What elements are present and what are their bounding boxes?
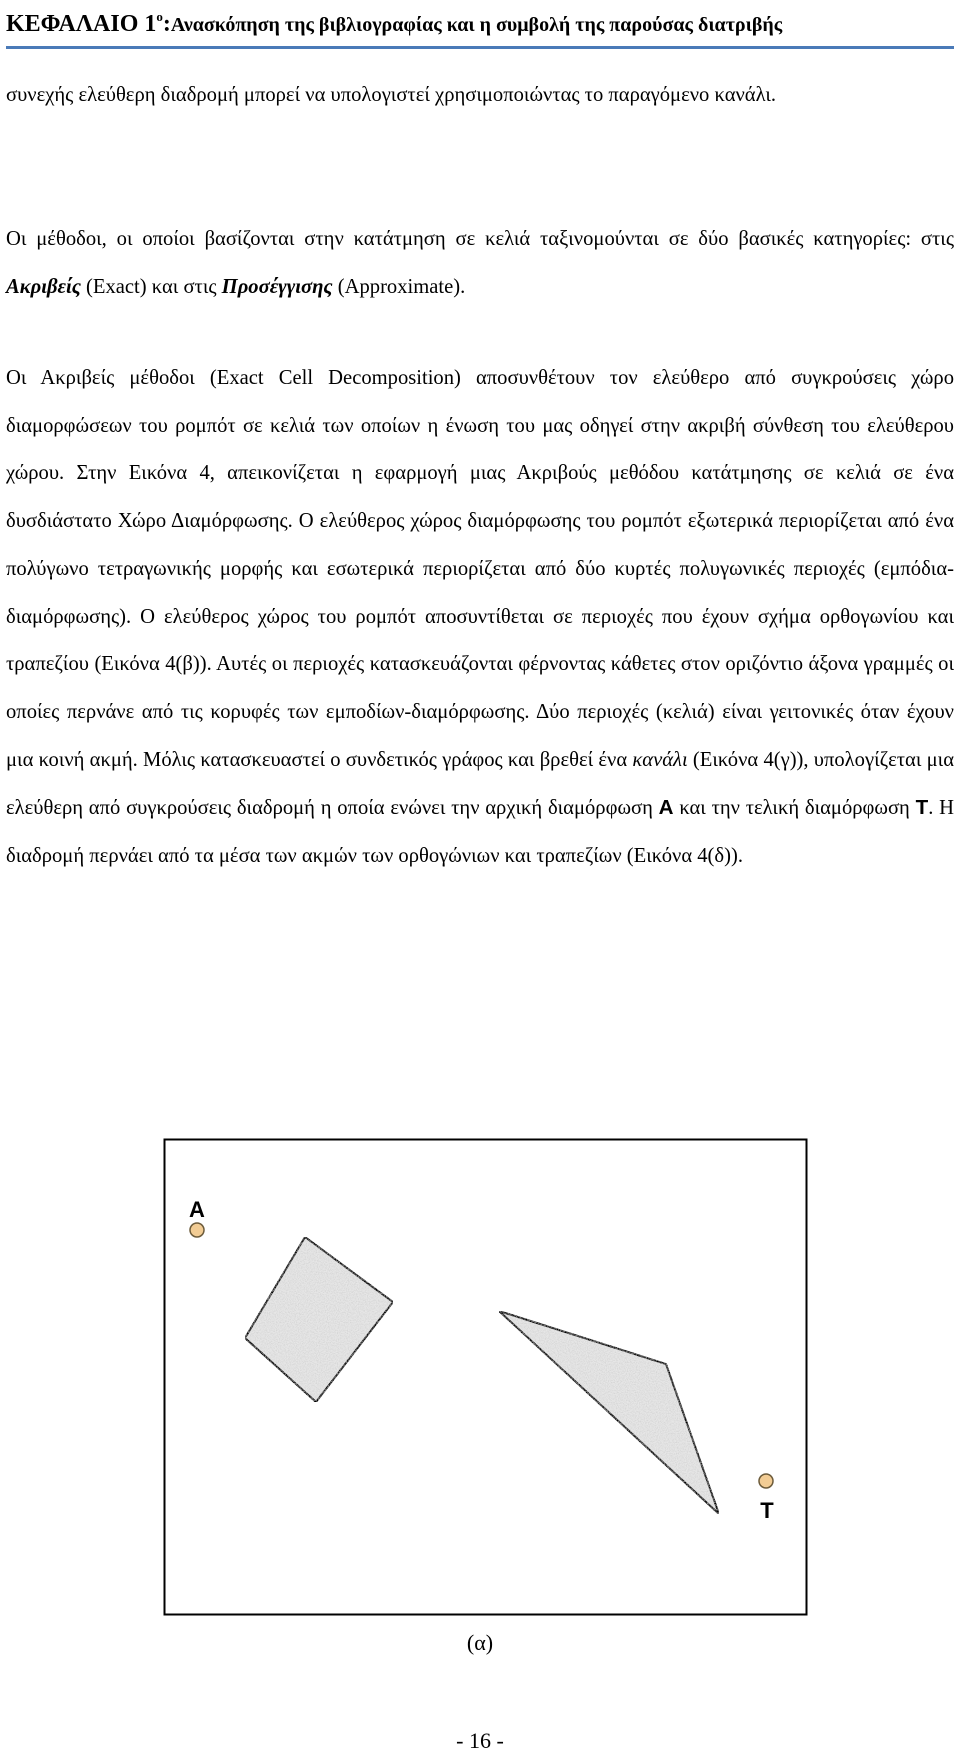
header-rule bbox=[6, 46, 954, 49]
goal-point-label: T bbox=[760, 1498, 774, 1523]
paragraph-3-text-a: Οι Ακριβείς μέθοδοι (Exact Cell Decomposition) αποσυνθέτουν τον ελεύθερο από συγκρούσεις χώρο διαμορφώσεων του ρομπότ σε κελιά των οποίων η ένωση του μας οδηγεί στην ακριβή σύνθεση του ελεύθερου χώρου. Στην Εικόνα 4, απεικονίζεται η εφαρμογή μιας Ακριβούς μεθόδου κατάτμησης σε κελιά σε ένα δυσδιάστατο Χώρο Διαμόρφωσης. Ο ελεύθερος χώρος διαμόρφωσης του ρομπότ εξωτερικά περιορίζεται από ένα πολύγωνο τετραγωνικής μορφής και εσωτερικά περιορίζεται από δύο κυρτές πολυγωνικές περιοχές (εμπόδια-διαμόρφωσης). Ο ελεύθερος χώρος του ρομπότ αποσυντίθεται σε περιοχές που έχουν σχήμα ορθογωνίου και τραπεζίου (Εικόνα 4(β)). Αυτές οι περιοχές κατασκευάζονται φέρνοντας κάθετες στον οριζόντιο άξονα γραμμές οι οποίες περνάνε από τις κορυφές των εμποδίων-διαμόρφωσης. Δύο περιοχές (κελιά) είναι γειτονικές όταν έχουν μια κοινή ακμή. Μόλις κατασκευαστεί ο συνδετικός γράφος και βρεθεί ένα bbox=[6, 367, 954, 771]
chapter-superscript: ο bbox=[156, 9, 163, 24]
paragraph-2-text-b: (Exact) και στις bbox=[80, 275, 222, 298]
paragraph-3-text-d: . Η διαδρομή περνάει από τα μέσα των ακμών των ορθογώνιων και τραπεζίων (Εικόνα 4(δ)). bbox=[6, 797, 954, 868]
start-config-label: A bbox=[658, 796, 674, 820]
configuration-space-figure bbox=[163, 1138, 808, 1616]
page-number: - 16 - bbox=[456, 1728, 504, 1753]
paragraph-2 bbox=[6, 216, 954, 311]
paragraph-2-text-a: Οι μέθοδοι, οι οποίοι βασίζονται στην κατάτμηση σε κελιά ταξινομούνται σε δύο βασικές κατηγορίες: στις bbox=[6, 228, 954, 250]
paragraph-1-text: συνεχής ελεύθερη διαδρομή μπορεί να υπολογιστεί χρησιμοποιώντας το παραγόμενο κανάλι. bbox=[6, 84, 777, 106]
chapter-label: ΚΕΦΑΛΑΙΟ 1 bbox=[6, 11, 157, 37]
chapter-subtitle: Ανασκόπηση της βιβλιογραφίας και η συμβολή της παρούσας διατριβής bbox=[170, 14, 783, 36]
channel-term: κανάλι bbox=[632, 748, 688, 771]
running-header bbox=[6, 2, 954, 40]
paragraph-3 bbox=[6, 355, 954, 881]
approximate-term: Προσέγγισης bbox=[221, 275, 333, 298]
header-colon: : bbox=[162, 11, 171, 37]
exact-term: Ακριβείς bbox=[6, 275, 81, 298]
paragraph-3-text-b: (Εικόνα 4(γ)), υπολογίζεται μια ελεύθερη από συγκρούσεις διαδρομή η οποία ενώνει την αρχική διαμόρφωση bbox=[6, 748, 954, 820]
goal-config-label: T bbox=[915, 796, 929, 820]
start-point-label: A bbox=[189, 1197, 205, 1222]
start-point bbox=[190, 1223, 204, 1237]
paragraph-2-text-c: (Approximate). bbox=[332, 275, 466, 298]
paragraph-1 bbox=[6, 72, 954, 120]
paragraph-3-text-c: και την τελική διαμόρφωση bbox=[673, 797, 916, 820]
goal-point bbox=[759, 1474, 773, 1488]
workspace-frame bbox=[165, 1140, 807, 1615]
figure-caption: (α) bbox=[466, 1630, 494, 1655]
